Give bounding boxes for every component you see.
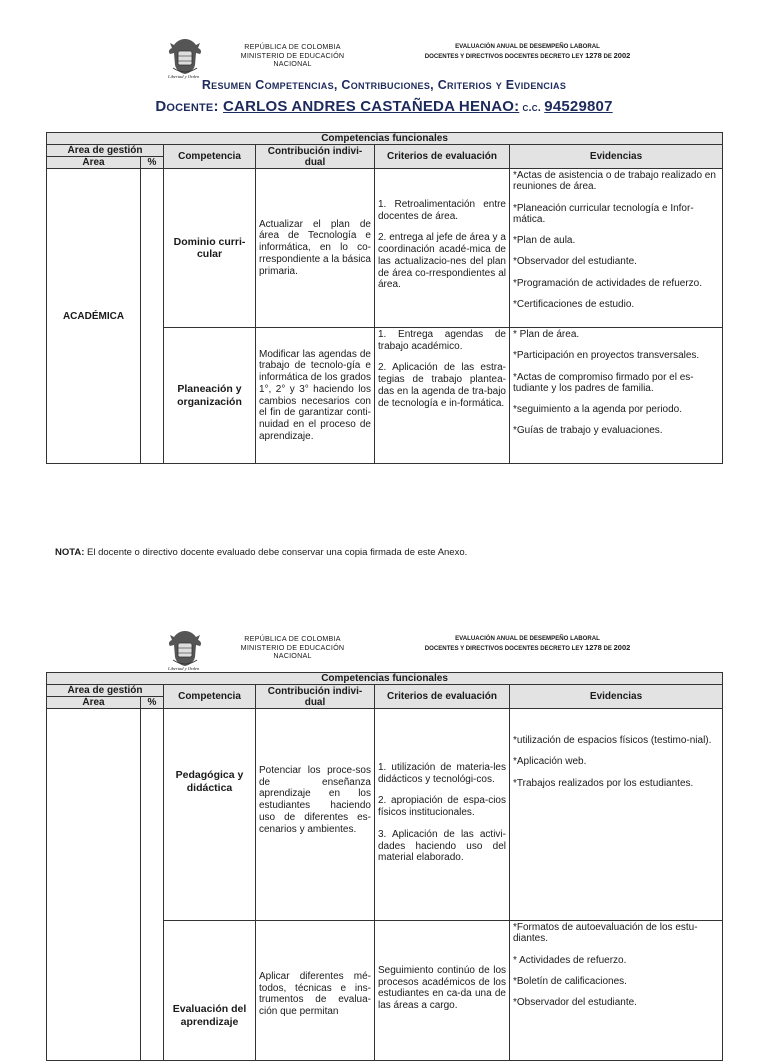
- header-competencia: Competencia: [164, 685, 256, 709]
- contribucion-cell: Aplicar diferentes mé-todos, técnicas e ins-trumentos de evalua-ción que permitan: [256, 921, 375, 1061]
- document-title: Resumen Competencias, Contribuciones, Criterios y Evidencias: [201, 78, 567, 92]
- competencia-cell: Evaluación del aprendizaje: [164, 921, 256, 1061]
- teacher-name: CARLOS ANDRES CASTAÑEDA HENAO:: [223, 98, 520, 115]
- evaluation-heading: EVALUACIÓN ANUAL DE DESEMPEÑO LABORAL DOCENTES Y DIRECTIVOS DOCENTES DECRETO LEY 1278 DE 2002: [424, 635, 631, 652]
- header-criterios: Criterios de evaluación: [375, 145, 510, 169]
- seal-caption: Libertad y Orden: [168, 666, 200, 671]
- evidencias-cell: *Actas de asistencia o de trabajo realizado en reuniones de área. *Planeación curricular tecnología e Infor-mática. *Plan de aula. *Observador del estudiante. *Programación de actividades de refuerzo. *Certificaciones de estudio.: [510, 169, 723, 328]
- criterios-cell: 1. utilización de materia-les didácticos y tecnológi-cos. 2. apropiación de espa-cios físicos institucionales. 3. Aplicación de las activi-dades haciendo uso del material elaborado.: [375, 709, 510, 921]
- header-contribucion: Contribución indivi-dual: [256, 685, 375, 709]
- header-area-gestion: Área de gestión: [47, 145, 164, 157]
- header-percent: %: [141, 697, 164, 709]
- criterios-cell: 1. Entrega agendas de trabajo académico. 2. Aplicación de las estra-tegias de trabajo plantea-das en la agenda de tra-bajo de tecnología e in-formática.: [375, 328, 510, 464]
- table-title: Competencias funcionales: [47, 133, 723, 145]
- evidencias-cell: * Plan de área. *Participación en proyectos transversales. *Actas de compromiso firmado por el es-tudiante y los padres de familia. *seguimiento a la agenda por periodo. *Guías de trabajo y evaluaciones.: [510, 328, 723, 464]
- header-area-gestion: Área de gestión: [47, 685, 164, 697]
- teacher-id: 94529807: [544, 98, 613, 115]
- contribucion-cell: Actualizar el plan de área de Tecnología e informática, en lo co-rrespondiente a la básica primaria.: [256, 169, 375, 328]
- seal-caption: Libertad y Orden: [168, 74, 200, 79]
- criterios-cell: Seguimiento continúo de los procesos académicos de los estudiantes en ca-da una de las áreas a cargo.: [375, 921, 510, 1061]
- competencies-table-2: [46, 672, 723, 1061]
- header-competencia: Competencia: [164, 145, 256, 169]
- header-evidencias: Evidencias: [510, 145, 723, 169]
- header-evidencias: Evidencias: [510, 685, 723, 709]
- header-area: Área: [47, 697, 141, 709]
- evidencias-cell: *utilización de espacios físicos (testimo-nial). *Aplicación web. *Trabajos realizados por los estudiantes.: [510, 709, 723, 921]
- contribucion-cell: Potenciar los proce-sos de enseñanza aprendizaje en los estudiantes haciendo uso de diferentes es-cenarios y ambientes.: [256, 709, 375, 921]
- evidencias-cell: *Formatos de autoevaluación de los estu-diantes. * Actividades de refuerzo. *Boletín de calificaciones. *Observador del estudiante.: [510, 921, 723, 1061]
- criterios-cell: 1. Retroalimentación entre docentes de área. 2. entrega al jefe de área y a coordinación acadé-mica de las actualizacio-nes del plan de área co-rrespondientes al área.: [375, 169, 510, 328]
- teacher-line: Docente: CARLOS ANDRES CASTAÑEDA HENAO: c.c. 94529807: [155, 98, 613, 115]
- table-row: [47, 169, 723, 328]
- header-percent: %: [141, 157, 164, 169]
- header-contribucion: Contribución indivi-dual: [256, 145, 375, 169]
- competencies-table-1: [46, 132, 723, 464]
- area-cell: [47, 709, 141, 1061]
- percent-cell: [141, 709, 164, 1061]
- page-header-2: [0, 628, 768, 678]
- republic-heading: REPÚBLICA DE COLOMBIA MINISTERIO DE EDUCACIÓN NACIONAL: [240, 42, 345, 68]
- competencia-cell: Dominio curri-cular: [164, 169, 256, 328]
- evaluation-heading: EVALUACIÓN ANUAL DE DESEMPEÑO LABORAL DOCENTES Y DIRECTIVOS DOCENTES DECRETO LEY 1278 DE 2002: [424, 43, 631, 60]
- competencia-cell: Pedagógica y didáctica: [164, 709, 256, 921]
- footnote: NOTA: El docente o directivo docente evaluado debe conservar una copia firmada de este Anexo.: [55, 547, 468, 558]
- republic-heading: REPÚBLICA DE COLOMBIA MINISTERIO DE EDUCACIÓN NACIONAL: [240, 634, 345, 660]
- header-area: Área: [47, 157, 141, 169]
- table-title: Competencias funcionales: [47, 673, 723, 685]
- area-cell: ACADÉMICA: [47, 169, 141, 464]
- percent-cell: [141, 169, 164, 464]
- header-criterios: Criterios de evaluación: [375, 685, 510, 709]
- table-row: [47, 709, 723, 921]
- competencia-cell: Planeación y organización: [164, 328, 256, 464]
- contribucion-cell: Modificar las agendas de trabajo de tecnolo-gía e informática de los grados 1°, 2° y 3° haciendo los cambios necesarios con el fin de garantizar conti-nuidad en el proceso de aprendizaje.: [256, 328, 375, 464]
